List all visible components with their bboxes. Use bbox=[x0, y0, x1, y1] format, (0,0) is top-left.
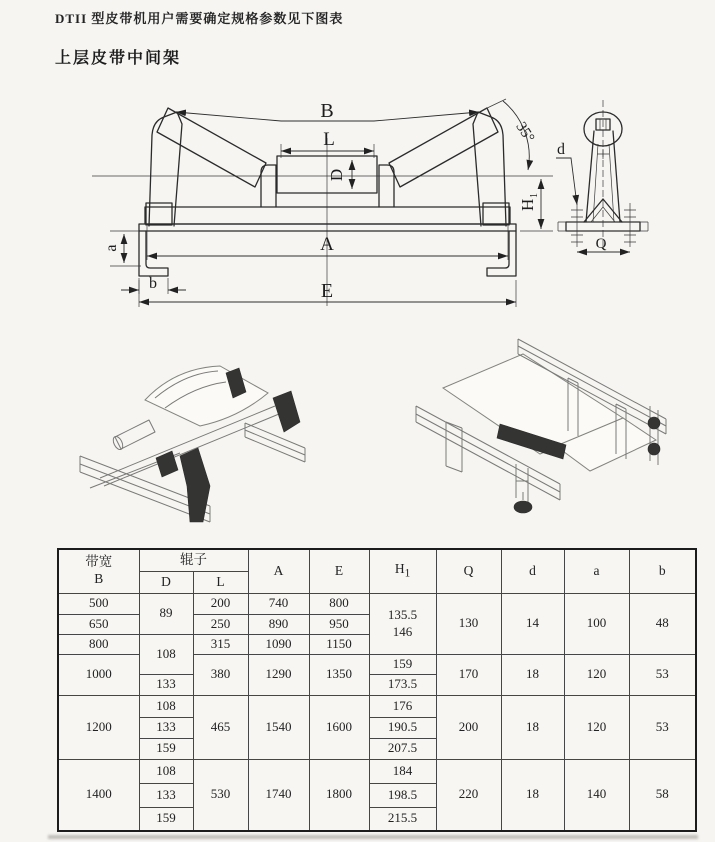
table-cell: 130 bbox=[436, 593, 501, 654]
table-cell: 200 bbox=[436, 695, 501, 759]
table-cell: 1000 bbox=[58, 654, 139, 695]
table-cell: 108 bbox=[139, 634, 193, 674]
table-cell: 159 bbox=[369, 654, 436, 674]
table-cell: 58 bbox=[629, 759, 696, 831]
table-cell: 53 bbox=[629, 654, 696, 695]
col-header-E: E bbox=[309, 549, 369, 593]
table-cell: 950 bbox=[309, 614, 369, 634]
table-cell: 133 bbox=[139, 717, 193, 738]
table-cell: 200 bbox=[193, 593, 248, 614]
dim-label-D: D bbox=[327, 168, 346, 182]
dimension-labels bbox=[103, 100, 607, 302]
table-cell: 133 bbox=[139, 783, 193, 807]
col-header-H1-base: H bbox=[394, 561, 405, 577]
col-header-roller-D: D bbox=[139, 571, 193, 593]
table-cell: 89 bbox=[139, 593, 193, 634]
dim-label-a: a bbox=[103, 244, 120, 252]
table-cell: 14 bbox=[501, 593, 564, 654]
table-cell: 18 bbox=[501, 654, 564, 695]
spec-table bbox=[57, 548, 697, 832]
table-cell: 220 bbox=[436, 759, 501, 831]
col-header-A: A bbox=[248, 549, 309, 593]
col-header-roller-L: L bbox=[193, 571, 248, 593]
table-cell-value: 135.5 bbox=[387, 607, 418, 623]
table-cell: 48 bbox=[629, 593, 696, 654]
table-cell: 133 bbox=[139, 674, 193, 695]
table-cell: 380 bbox=[193, 654, 248, 695]
table-cell: 1350 bbox=[309, 654, 369, 695]
table-cell: 740 bbox=[248, 593, 309, 614]
table-cell: 250 bbox=[193, 614, 248, 634]
table-cell: 18 bbox=[501, 695, 564, 759]
table-cell: 120 bbox=[564, 654, 629, 695]
table-cell: 1740 bbox=[248, 759, 309, 831]
dim-label-Q: Q bbox=[595, 236, 607, 252]
document-heading: DTII 型皮带机用户需要确定规格参数见下图表 bbox=[55, 11, 344, 26]
table-cell: 18 bbox=[501, 759, 564, 831]
table-cell: 1090 bbox=[248, 634, 309, 654]
table-cell: 53 bbox=[629, 695, 696, 759]
table-cell: 890 bbox=[248, 614, 309, 634]
table-cell: 1290 bbox=[248, 654, 309, 695]
angle-label: 35° bbox=[512, 119, 538, 146]
table-cell: 1600 bbox=[309, 695, 369, 759]
col-header-a: a bbox=[564, 549, 629, 593]
table-cell: 159 bbox=[139, 807, 193, 831]
col-header-d: d bbox=[501, 549, 564, 593]
table-cell: 1200 bbox=[58, 695, 139, 759]
table-cell: 530 bbox=[193, 759, 248, 831]
col-header-H1 bbox=[369, 549, 436, 593]
table-cell: 190.5 bbox=[369, 717, 436, 738]
scan-shadow bbox=[48, 835, 698, 839]
table-cell: 1400 bbox=[58, 759, 139, 831]
dim-label-A: A bbox=[320, 234, 334, 255]
col-header-bandwidth-cn: 带宽 bbox=[85, 554, 113, 570]
table-cell: 120 bbox=[564, 695, 629, 759]
table-cell: 184 bbox=[369, 759, 436, 783]
col-header-bandwidth-code: B bbox=[94, 571, 104, 587]
table-cell: 173.5 bbox=[369, 674, 436, 695]
table-cell bbox=[369, 593, 436, 654]
dim-label-B: B bbox=[320, 100, 334, 122]
isometric-drawing-right bbox=[388, 326, 673, 531]
col-header-bandwidth bbox=[58, 549, 139, 593]
table-cell: 140 bbox=[564, 759, 629, 831]
table-cell: 315 bbox=[193, 634, 248, 654]
dim-label-L: L bbox=[323, 129, 335, 150]
table-cell: 1540 bbox=[248, 695, 309, 759]
table-cell: 800 bbox=[58, 634, 139, 654]
table-cell-value: 146 bbox=[392, 623, 413, 639]
table-cell: 108 bbox=[139, 695, 193, 717]
table-cell: 207.5 bbox=[369, 738, 436, 759]
dim-label-d: d bbox=[557, 141, 565, 158]
col-header-H1-sub: 1 bbox=[404, 568, 411, 581]
table-cell: 176 bbox=[369, 695, 436, 717]
isometric-drawing-left bbox=[60, 338, 325, 538]
front-view-drawing bbox=[0, 0, 715, 330]
table-cell: 198.5 bbox=[369, 783, 436, 807]
table-cell: 650 bbox=[58, 614, 139, 634]
table-cell: 159 bbox=[139, 738, 193, 759]
table-cell: 215.5 bbox=[369, 807, 436, 831]
col-header-b: b bbox=[629, 549, 696, 593]
table-cell: 500 bbox=[58, 593, 139, 614]
col-header-Q: Q bbox=[436, 549, 501, 593]
svg-text:1: 1 bbox=[529, 193, 540, 198]
dim-label-E: E bbox=[320, 280, 334, 302]
table-cell: 1150 bbox=[309, 634, 369, 654]
section-title: 上层皮带中间架 bbox=[55, 50, 182, 67]
col-header-roller: 辊子 bbox=[139, 549, 248, 571]
table-cell: 100 bbox=[564, 593, 629, 654]
dim-label-H1 bbox=[518, 193, 540, 211]
table-cell: 465 bbox=[193, 695, 248, 759]
table-cell: 800 bbox=[309, 593, 369, 614]
svg-text:H: H bbox=[518, 198, 537, 211]
dim-label-b: b bbox=[149, 275, 157, 292]
table-cell: 1800 bbox=[309, 759, 369, 831]
table-cell: 108 bbox=[139, 759, 193, 783]
dimension-lines bbox=[110, 99, 630, 307]
table-cell: 170 bbox=[436, 654, 501, 695]
